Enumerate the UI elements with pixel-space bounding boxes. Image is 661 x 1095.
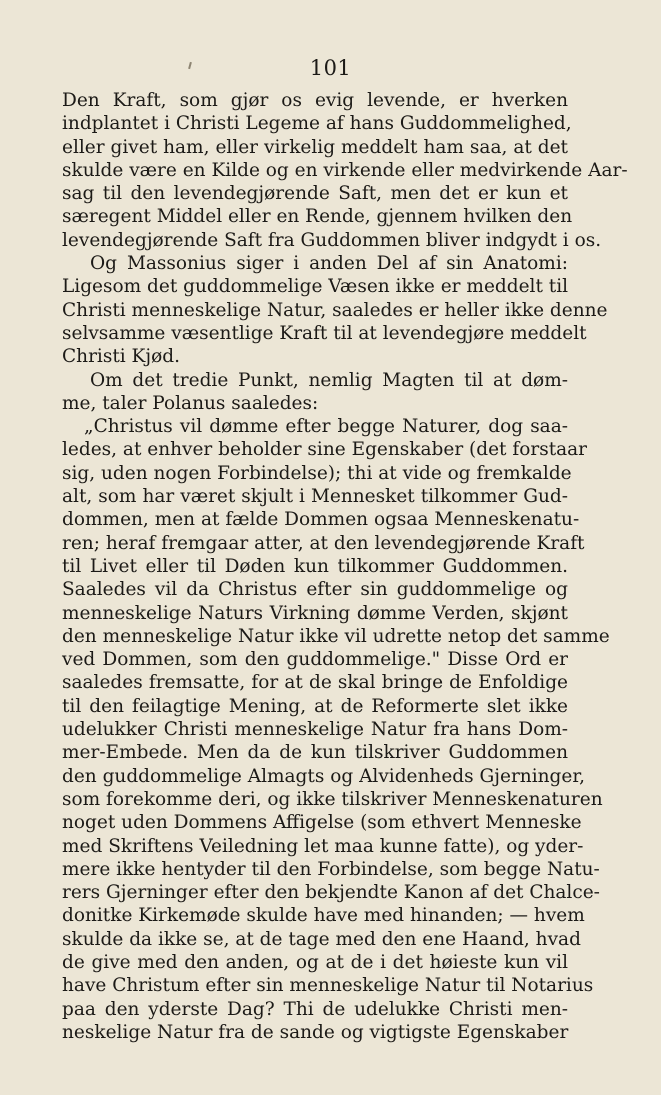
text-line: ren; heraf fremgaar atter, at den levendegjørende Kraft [62, 532, 585, 554]
text-line: eller givet ham, eller virkelig meddelt ham saa, at det [62, 136, 568, 158]
text-line: skulde være en Kilde og en virkende eller medvirkende Aar- [62, 159, 628, 181]
text-line: skulde da ikke se, at de tage med den ene Haand, hvad [62, 928, 581, 950]
text-line: Christi Kjød. [62, 346, 180, 368]
text-line: Christi menneskelige Natur, saaledes er heller ikke denne [62, 299, 608, 321]
text-line: udelukker Christi menneskelige Natur fra hans Dom- [62, 719, 568, 741]
text-line: Og Massonius siger i anden Del af sin Anatomi: [90, 253, 568, 275]
text-line: saaledes fremsatte, for at de skal bringe de Enfoldige [62, 672, 568, 694]
text-line: med Skriftens Veiledning let maa kunne fatte), og yder- [62, 835, 584, 857]
text-line: neskelige Natur fra de sande og vigtigste Egenskaber [62, 1021, 569, 1043]
text-line: Den Kraft, som gjør os evig levende, er hverken [62, 90, 568, 111]
text-line: indplantet i Christi Legeme af hans Guddommelighed, [62, 113, 572, 135]
text-line: til Livet eller til Døden kun tilkommer Guddommen. [62, 555, 568, 577]
text-line: til den feilagtige Mening, at de Reformerte slet ikke [62, 695, 568, 717]
text-line: ledes, at enhver beholder sine Egenskaber (det forstaar [62, 439, 588, 461]
text-line: den guddommelige Almagts og Alvidenheds Gjerninger, [62, 765, 586, 787]
text-line: sag til den levendegjørende Saft, men det er kun et [62, 183, 568, 205]
text-line: dommen, men at fælde Dommen ogsaa Menneskenatu- [62, 509, 580, 531]
text-line: sig, uden nogen Forbindelse); thi at vide og fremkalde [62, 462, 572, 484]
text-line: have Christum efter sin menneskelige Natur til Notarius [62, 975, 594, 997]
text-line: Ligesom det guddommelige Væsen ikke er meddelt til [62, 276, 569, 298]
text-line: den menneskelige Natur ikke vil udrette netop det samme [62, 625, 610, 647]
text-line: Saaledes vil da Christus efter sin guddommelige og [62, 579, 568, 601]
text-line: rers Gjerninger efter den bekjendte Kanon af det Chalce- [62, 882, 600, 904]
page-number: 101 [309, 56, 352, 80]
text-line: selvsamme væsentlige Kraft til at levendegjøre meddelt [62, 322, 587, 344]
body-text [62, 89, 628, 1044]
text-line: noget uden Dommens Affigelse (som ethvert Menneske [62, 812, 582, 834]
text-line: levendegjørende Saft fra Guddommen bliver indgydt i os. [62, 229, 602, 251]
text-line: paa den yderste Dag? Thi de udelukke Christi men- [62, 998, 568, 1020]
text-line: donitke Kirkemøde skulde have med hinanden; — hvem [62, 905, 585, 927]
text-line: „Christus vil dømme efter begge Naturer, dog saa- [84, 416, 568, 438]
text-line: Om det tredie Punkt, nemlig Magten til at døm- [90, 369, 568, 391]
text-line: menneskelige Naturs Virkning dømme Verden, skjønt [62, 602, 568, 624]
text-line: mer-Embede. Men da de kun tilskriver Guddommen [62, 742, 568, 764]
text-line: særegent Middel eller en Rende, gjennem hvilken den [62, 206, 573, 228]
text-line: mere ikke hentyder til den Forbindelse, som begge Natu- [62, 858, 600, 880]
text-line: som forekomme deri, og ikke tilskriver Menneskenaturen [62, 788, 603, 810]
text-line: de give med den anden, og at de i det høieste kun vil [62, 951, 568, 973]
text-line: alt, som har været skjult i Mennesket tilkommer Gud- [62, 486, 568, 508]
text-line: me, taler Polanus saaledes: [62, 392, 319, 414]
text-line: ved Dommen, som den guddommelige." Disse Ord er [62, 649, 568, 671]
